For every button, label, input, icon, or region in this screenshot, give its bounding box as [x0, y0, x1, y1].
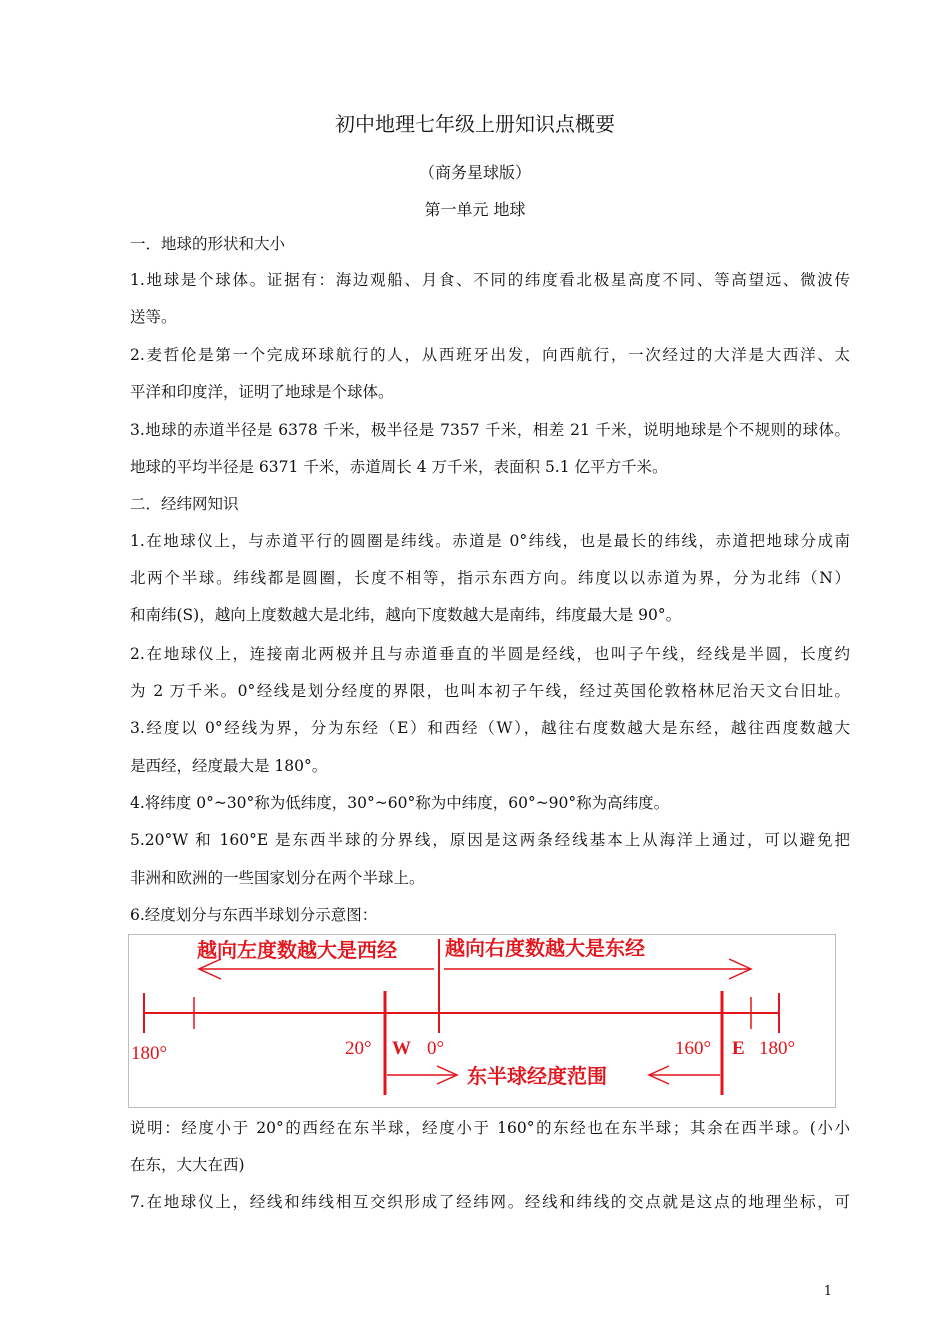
paragraph-line: 北两个半球。纬线都是圆圈，长度不相等，指示东西方向。纬度以以赤道为界，分为北纬（N）	[130, 569, 850, 587]
west-longitude-caption: 越向左度数越大是西经	[197, 938, 397, 962]
label-180-west: 180°	[131, 1043, 168, 1064]
paragraph-line: 和南纬(S)，越向上度数越大是北纬，越向下度数越大是南纬，纬度最大是 90°。	[130, 606, 682, 624]
paragraph-line: 4.将纬度 0°~30°称为低纬度，30°~60°称为中纬度，60°~90°称为高纬度。	[130, 794, 670, 812]
document-title: 初中地理七年级上册知识点概要	[335, 112, 615, 136]
paragraph-line: 平洋和印度洋，证明了地球是个球体。	[130, 383, 394, 401]
paragraph-line: 7.在地球仪上，经线和纬线相互交织形成了经纬网。经线和纬线的交点就是这点的地理坐标，可	[130, 1193, 850, 1211]
paragraph-line: 地球的平均半径是 6371 千米，赤道周长 4 万千米，表面积 5.1 亿平方千米。	[130, 458, 668, 476]
paragraph-line: 为 2 万千米。0°经线是划分经度的界限，也叫本初子午线，经过英国伦敦格林尼治天文台旧址。	[130, 682, 850, 700]
paragraph-line: 1.地球是个球体。证据有：海边观船、月食、不同的纬度看北极星高度不同、等高望远、微波传	[130, 271, 850, 289]
paragraph-line: 说明：经度小于 20°的西经在东半球，经度小于 160°的东经也在东半球；其余在西半球。(小小	[130, 1119, 850, 1137]
longitude-hemisphere-diagram	[128, 934, 836, 1108]
label-0: 0°	[427, 1038, 445, 1059]
paragraph-line: 非洲和欧洲的一些国家划分在两个半球上。	[130, 869, 425, 887]
page-number: 1	[823, 1284, 832, 1299]
label-w: W	[392, 1038, 411, 1059]
paragraph-line: 2.在地球仪上，连接南北两极并且与赤道垂直的半圆是经线，也叫子午线，经线是半圆，长度约	[130, 645, 850, 663]
section-heading-2: 二．经纬网知识	[130, 495, 239, 513]
paragraph-line: 送等。	[130, 308, 177, 326]
paragraph-line: 3.经度以 0°经线为界，分为东经（E）和西经（W），越往右度数越大是东经，越往西度数越大	[130, 719, 850, 737]
paragraph-line: 在东，大大在西)	[130, 1156, 245, 1174]
east-hemisphere-range-caption: 东半球经度范围	[467, 1064, 607, 1088]
paragraph-line: 是西经，经度最大是 180°。	[130, 757, 328, 775]
label-180-east: 180°	[759, 1038, 796, 1059]
paragraph-line: 1.在地球仪上，与赤道平行的圆圈是纬线。赤道是 0°纬线，也是最长的纬线，赤道把地球分成南	[130, 532, 850, 550]
figure-caption: 6.经度划分与东西半球划分示意图：	[130, 906, 378, 924]
east-longitude-caption: 越向右度数越大是东经	[445, 936, 645, 960]
document-subtitle: （商务星球版）	[418, 163, 531, 182]
paragraph-line: 2.麦哲伦是第一个完成环球航行的人，从西班牙出发，向西航行，一次经过的大洋是大西洋、太	[130, 346, 850, 364]
label-160: 160°	[675, 1038, 712, 1059]
label-e: E	[732, 1038, 745, 1059]
unit-heading: 第一单元 地球	[424, 200, 526, 219]
longitude-diagram-svg	[129, 935, 835, 1107]
label-20: 20°	[345, 1038, 372, 1059]
paragraph-line: 5.20°W 和 160°E 是东西半球的分界线，原因是这两条经线基本上从海洋上通过，可以避免把	[130, 831, 850, 849]
paragraph-line: 3.地球的赤道半径是 6378 千米，极半径是 7357 千米，相差 21 千米，说明地球是个不规则的球体。	[130, 421, 850, 439]
section-heading-1: 一．地球的形状和大小	[130, 235, 286, 253]
